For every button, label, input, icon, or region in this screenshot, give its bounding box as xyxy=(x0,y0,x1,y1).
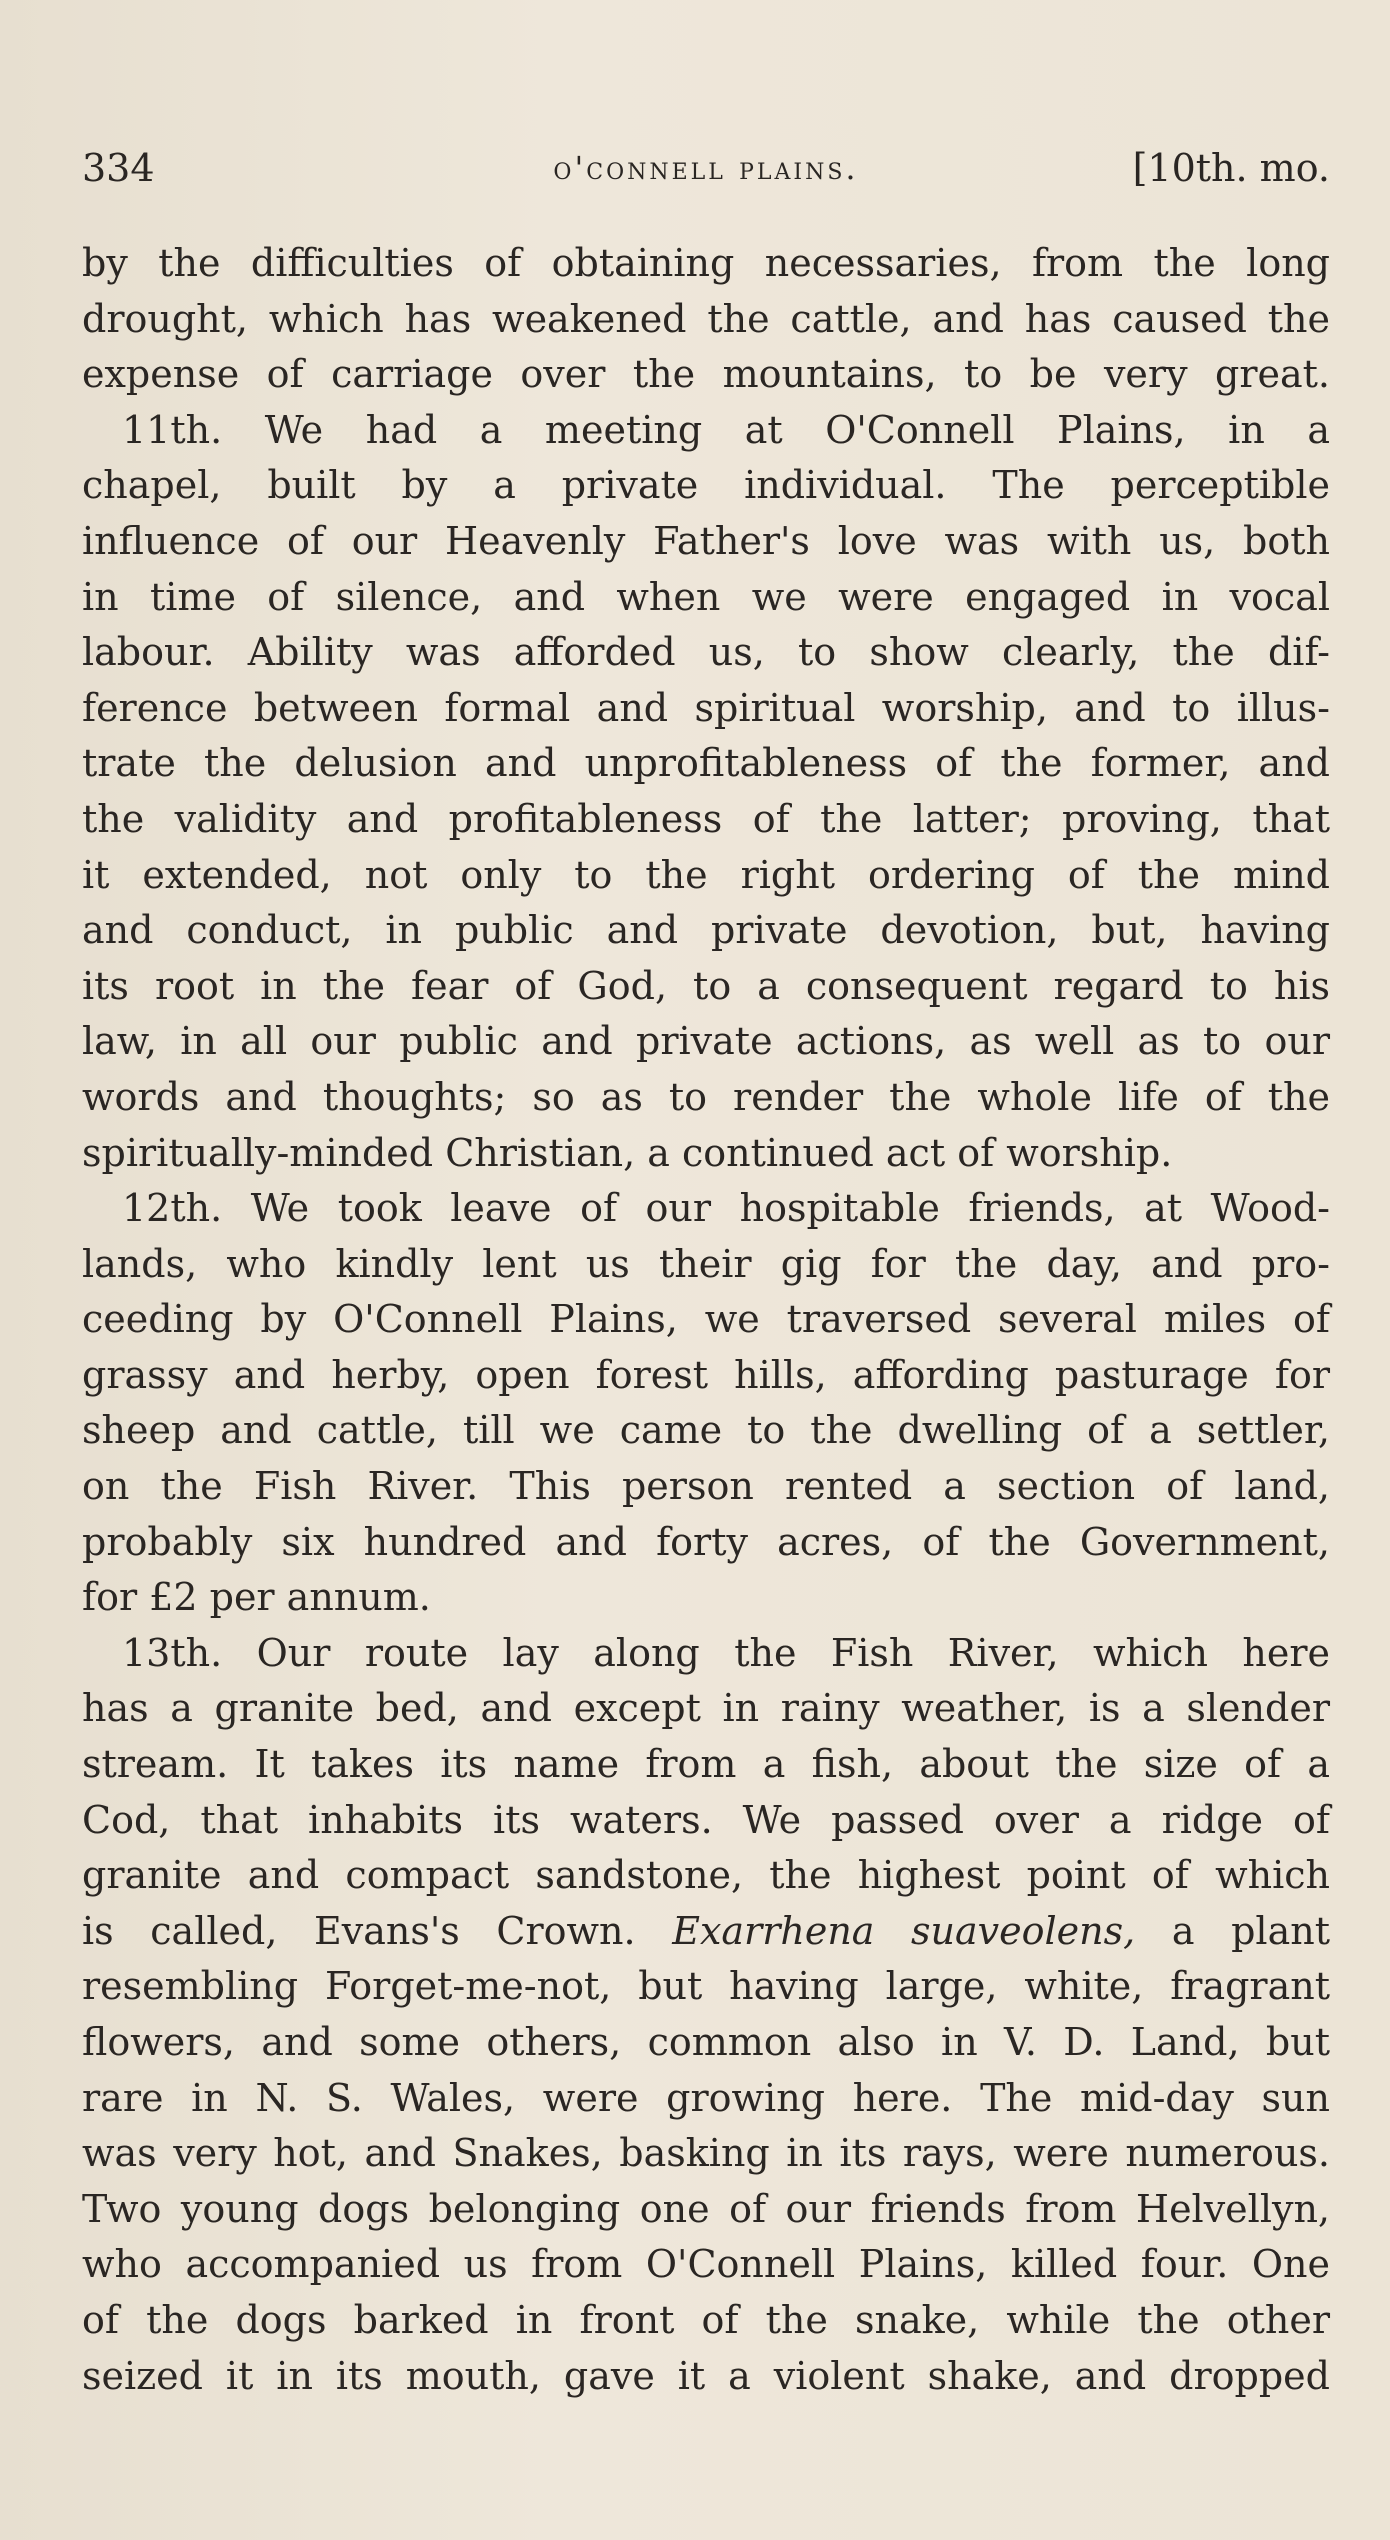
text-line: it extended, not only to the right ordering of the mind xyxy=(82,852,1330,897)
text-line: for £2 per annum. xyxy=(82,1575,431,1620)
text-line: spiritually-minded Christian, a continued act of worship. xyxy=(82,1130,1173,1175)
text-line: stream. It takes its name from a fish, about the size of a xyxy=(82,1742,1330,1787)
text-line: was very hot, and Snakes, basking in its rays, were numerous. xyxy=(82,2131,1330,2176)
text-line: has a granite bed, and except in rainy weather, is a slender xyxy=(82,1686,1330,1731)
text-line: the validity and profitableness of the latter; proving, that xyxy=(82,796,1330,841)
page-header xyxy=(82,138,1330,198)
text-fragment: a plant xyxy=(1171,1908,1330,1953)
text-line: flowers, and some others, common also in V. D. Land, but xyxy=(82,2020,1330,2064)
body-text xyxy=(82,236,1330,2404)
text-line: who accompanied us from O'Connell Plains, killed four. One xyxy=(82,2242,1330,2287)
running-title: o'connell plains. xyxy=(553,149,859,187)
text-line: drought, which has weakened the cattle, and has caused the xyxy=(82,296,1330,341)
text-line: its root in the fear of God, to a consequent regard to his xyxy=(82,963,1330,1008)
plant-name: Exarrhena suaveolens, xyxy=(672,1908,1136,1953)
text-line: words and thoughts; so as to render the whole life of the xyxy=(82,1074,1330,1119)
text-line: chapel, built by a private individual. The perceptible xyxy=(82,463,1330,508)
page-number: 334 xyxy=(82,146,155,190)
text-line: rare in N. S. Wales, were growing here. The mid-day sun xyxy=(82,2075,1330,2120)
text-line: by the difficulties of obtaining necessaries, from the long xyxy=(82,241,1330,285)
text-line: 13th. Our route lay along the Fish River, which here xyxy=(122,1630,1330,1675)
text-line: grassy and herby, open forest hills, affording pasturage for xyxy=(82,1352,1330,1397)
text-line: Two young dogs belonging one of our friends from Helvellyn, xyxy=(82,2186,1330,2231)
text-line: ference between formal and spiritual worship, and to illus- xyxy=(82,685,1330,730)
text-line: trate the delusion and unprofitableness of the former, and xyxy=(82,741,1330,786)
text-line: 12th. We took leave of our hospitable friends, at Wood- xyxy=(122,1186,1330,1231)
text-line: in time of silence, and when we were engaged in vocal xyxy=(82,574,1330,619)
text-line: granite and compact sandstone, the highest point of which xyxy=(82,1853,1330,1898)
text-line: resembling Forget-me-not, but having large, white, fragrant xyxy=(82,1964,1330,2009)
text-line: sheep and cattle, till we came to the dwelling of a settler, xyxy=(82,1408,1330,1453)
text-line: and conduct, in public and private devotion, but, having xyxy=(82,908,1330,953)
date-mark: [10th. mo. xyxy=(1132,146,1330,190)
text-line: seized it in its mouth, gave it a violent shake, and dropped xyxy=(82,2353,1330,2398)
text-fragment: is called, Evans's Crown. xyxy=(82,1908,636,1953)
text-line: ceeding by O'Connell Plains, we traversed several miles of xyxy=(82,1297,1330,1342)
text-line: on the Fish River. This person rented a section of land, xyxy=(82,1464,1330,1509)
text-line: of the dogs barked in front of the snake, while the other xyxy=(82,2297,1330,2342)
text-line: lands, who kindly lent us their gig for the day, and pro- xyxy=(82,1241,1330,1286)
text-line: labour. Ability was afforded us, to show clearly, the dif- xyxy=(82,630,1330,675)
text-line: probably six hundred and forty acres, of the Government, xyxy=(82,1519,1330,1564)
text-line: 11th. We had a meeting at O'Connell Plains, in a xyxy=(122,407,1330,452)
text-line: expense of carriage over the mountains, to be very great. xyxy=(82,352,1330,397)
text-line: law, in all our public and private actions, as well as to our xyxy=(82,1019,1330,1064)
text-line: Cod, that inhabits its waters. We passed over a ridge of xyxy=(82,1797,1330,1842)
text-line-mixed xyxy=(82,1904,1330,1960)
text-line: influence of our Heavenly Father's love was with us, both xyxy=(82,518,1330,563)
